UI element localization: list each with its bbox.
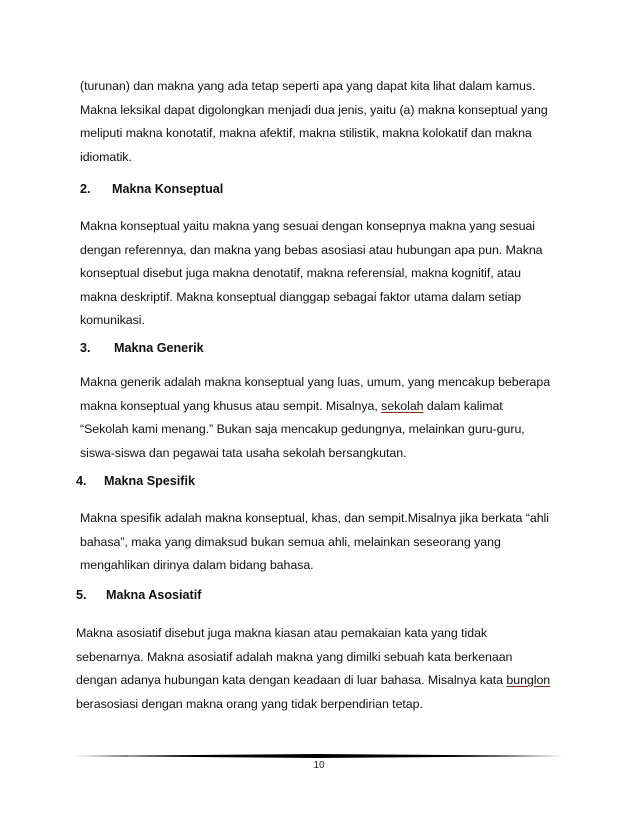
section-title: Makna Konseptual xyxy=(112,182,224,196)
intro-paragraph xyxy=(80,75,548,169)
paragraph-line: dengan referennya, dan makna yang bebas asosiasi atau hubungan apa pun. Makna xyxy=(80,242,543,257)
paragraph-line: konseptual disebut juga makna denotatif, makna referensial, makna kognitif, atau xyxy=(80,266,521,280)
section-title: Makna Generik xyxy=(114,341,204,355)
intro-line: idiomatik. xyxy=(80,149,132,164)
section-number: 2. xyxy=(80,182,91,196)
intro-line: Makna leksikal dapat digolongkan menjadi dua jenis, yaitu (a) makna konseptual yang xyxy=(80,102,548,117)
section-heading-konseptual xyxy=(80,182,223,196)
intro-line: meliputi makna konotatif, makna afektif, makna stilistik, makna kolokatif dan makna xyxy=(80,126,532,140)
underlined-word: sekolah xyxy=(381,398,424,413)
underlined-word: bunglon xyxy=(506,673,551,687)
paragraph-line: Makna konseptual yaitu makna yang sesuai dengan konsepnya makna yang sesuai xyxy=(80,219,536,233)
intro-line: (turunan) dan makna yang ada tetap seperti apa yang dapat kita lihat dalam kamus. xyxy=(80,79,536,93)
section-paragraph-konseptual xyxy=(80,215,543,333)
section-number: 4. xyxy=(76,474,87,488)
paragraph-line: Makna generik adalah makna konseptual yang luas, umum, yang mencakup beberapa xyxy=(80,375,551,389)
paragraph-line: sebenarnya. Makna asosiatif adalah makna yang dimilki sebuah kata berkenaan xyxy=(76,649,513,664)
section-number: 3. xyxy=(80,341,91,355)
page-number: 10 xyxy=(313,760,325,771)
paragraph-line: berasosiasi dengan makna orang yang tidak berpendirian tetap. xyxy=(76,696,423,711)
paragraph-line: bahasa”, maka yang dimaksud bukan semua ahli, melainkan seseorang yang xyxy=(80,534,501,549)
section-paragraph-generik xyxy=(80,371,550,465)
paragraph-line: Makna spesifik adalah makna konseptual, khas, dan sempit.Misalnya jika berkata “ahli xyxy=(80,511,549,525)
paragraph-line: siswa-siswa dan pegawai tata usaha sekolah bersangkutan. xyxy=(80,445,407,460)
section-paragraph-asosiatif xyxy=(76,622,550,716)
section-number: 5. xyxy=(76,588,87,602)
section-title: Makna Asosiatif xyxy=(106,588,202,602)
paragraph-line xyxy=(80,395,550,419)
paragraph-line: “Sekolah kami menang.” Bukan saja mencakup gedungnya, melainkan guru-guru, xyxy=(80,422,525,436)
section-paragraph-spesifik xyxy=(80,507,549,578)
paragraph-line: makna deskriptif. Makna konseptual dianggap sebagai faktor utama dalam setiap xyxy=(80,289,522,304)
section-heading-asosiatif xyxy=(76,588,201,602)
section-heading-spesifik xyxy=(76,474,195,488)
footer-rule xyxy=(74,754,564,758)
paragraph-line: komunikasi. xyxy=(80,313,145,327)
paragraph-line: mengahlikan dirinya dalam bidang bahasa. xyxy=(80,558,314,572)
line-text: makna konseptual yang khusus atau sempit. Misalnya, xyxy=(80,398,378,413)
line-text: dalam kalimat xyxy=(423,398,503,413)
paragraph-line xyxy=(76,669,550,693)
section-heading-generik xyxy=(80,341,204,355)
line-text: dengan adanya hubungan kata dengan keadaan di luar bahasa. Misalnya kata xyxy=(76,673,503,687)
paragraph-line: Makna asosiatif disebut juga makna kiasan atau pemakaian kata yang tidak xyxy=(76,626,488,640)
section-title: Makna Spesifik xyxy=(104,474,195,488)
